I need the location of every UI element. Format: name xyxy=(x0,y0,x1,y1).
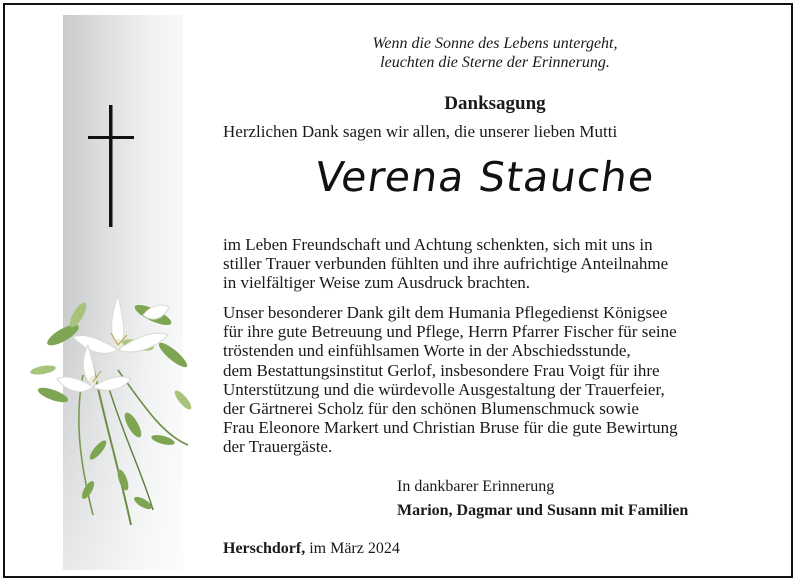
heading: Danksagung xyxy=(444,93,546,114)
paragraph-2-line: Unser besonderer Dank gilt dem Humania Pflegedienst Königsee xyxy=(223,303,668,322)
place: Herschdorf, xyxy=(223,540,306,557)
motto xyxy=(295,34,695,72)
intro-line: Herzlichen Dank sagen wir allen, die unserer lieben Mutti xyxy=(223,122,618,141)
paragraph-2-line: Frau Eleonore Markert und Christian Bruse für die gute Bewirtung xyxy=(223,418,678,438)
paragraph-2 xyxy=(223,303,678,457)
closing-line: In dankbarer Erinnerung xyxy=(397,478,555,495)
date: im März 2024 xyxy=(305,540,400,557)
paragraph-2-line: Unterstützung und die würdevolle Ausgestaltung der Trauerfeier, xyxy=(223,379,665,399)
lily-bouquet-illustration xyxy=(23,275,203,535)
motto-line-1: Wenn die Sonne des Lebens untergeht, xyxy=(372,35,618,52)
paragraph-1-line: in vielfältiger Weise zum Ausdruck brachten. xyxy=(223,273,531,293)
cross-icon xyxy=(87,105,137,227)
signers: Marion, Dagmar und Susann mit Familien xyxy=(397,502,689,519)
motto-line-2: leuchten die Sterne der Erinnerung. xyxy=(380,54,610,71)
place-date xyxy=(223,540,400,558)
paragraph-1-line: im Leben Freundschaft und Achtung schenkten, sich mit uns in xyxy=(223,235,653,254)
paragraph-2-line: tröstenden und einfühlsamen Worte in der Abschiedsstunde, xyxy=(223,341,631,361)
deceased-name: Verena Stauche xyxy=(312,153,658,201)
obituary-notice xyxy=(3,3,793,578)
paragraph-2-line: für ihre gute Betreuung und Pflege, Herrn Pfarrer Fischer für seine xyxy=(223,322,677,342)
paragraph-2-line: der Gärtnerei Scholz für den schönen Blumenschmuck sowie xyxy=(223,399,639,419)
paragraph-1-line: stiller Trauer verbunden fühlten und ihre aufrichtige Anteilnahme xyxy=(223,254,669,274)
paragraph-1 xyxy=(223,235,668,293)
paragraph-2-line: dem Bestattungsinstitut Gerlof, insbesondere Frau Voigt für ihre xyxy=(223,360,660,380)
paragraph-2-line: der Trauergäste. xyxy=(223,437,333,457)
